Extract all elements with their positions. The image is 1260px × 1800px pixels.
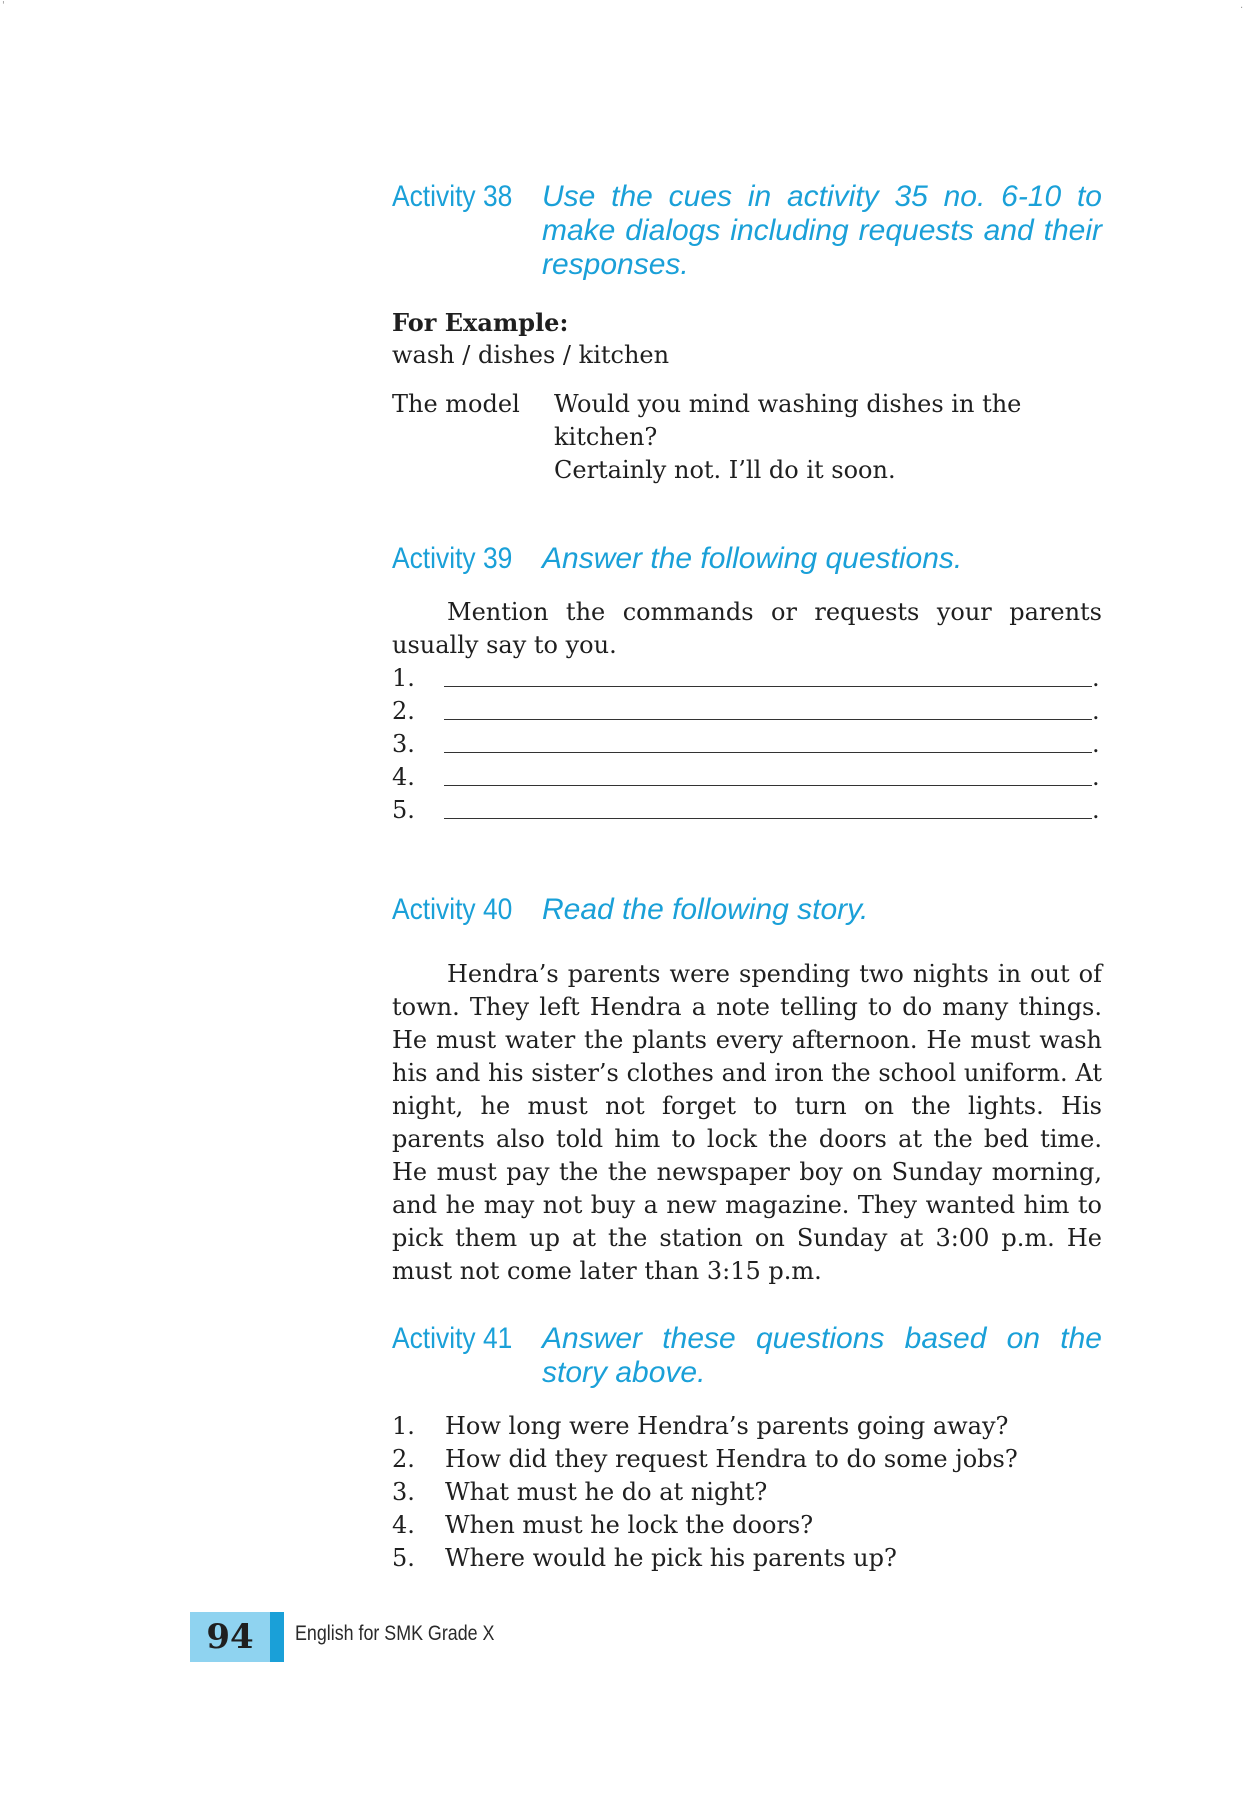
blank-number: 4. (392, 763, 415, 791)
blank-number: 2. (392, 697, 415, 725)
activity-39 (392, 542, 1102, 827)
example-heading: For Example: (392, 308, 569, 337)
activity-41-instruction: Answer these questions based on the story above. (542, 1322, 1102, 1389)
crop-mark-right: . (1240, 0, 1244, 11)
activity-40-instruction: Read the following story. (542, 893, 869, 926)
model-label: The model (392, 390, 520, 418)
question-text: What must he do at night? (445, 1478, 768, 1506)
story-paragraph: Hendra’s parents were spending two nights in out of town. They left Hendra a note telling to do many things. He must water the plants every afternoon. He must wash his and his sister’s clothes and iron the school uniform. At night, he must not forget to turn on the lights. His parents also told him to lock the doors at the bed time. He must pay the the newspaper boy on Sunday morning, and he may not buy a new magazine. They wanted him to pick them up at the station on Sunday at 3:00 p.m. He must not come later than 3:15 p.m. (392, 960, 1102, 1285)
blank-period: . (1092, 697, 1100, 725)
activity-41 (392, 1322, 1102, 1575)
question-item (392, 1443, 1102, 1476)
question-number: 1. (392, 1412, 415, 1440)
footer-accent-bar (270, 1612, 284, 1662)
activity-41-number: Activity 41 (392, 1322, 513, 1355)
example-cue: wash / dishes / kitchen (392, 341, 670, 369)
question-text: When must he lock the doors? (445, 1511, 814, 1539)
activity-39-prompt: Mention the commands or requests your parents usually say to you. (392, 598, 1102, 659)
answer-blank[interactable] (392, 662, 1102, 695)
book-title: English for SMK Grade X (295, 1622, 495, 1645)
example-block (392, 306, 1102, 487)
blank-number: 5. (392, 796, 415, 824)
question-item (392, 1476, 1102, 1509)
activity-38-number: Activity 38 (392, 180, 513, 213)
crop-mark-left: ' (2, 0, 5, 11)
blank-line (444, 784, 1092, 786)
activity-38-header (392, 180, 1102, 282)
blank-period: . (1092, 796, 1100, 824)
model-line-2: Certainly not. I’ll do it soon. (554, 456, 896, 484)
activity-39-header (392, 542, 1102, 576)
activity-40-header (392, 893, 1102, 927)
blank-period: . (1092, 730, 1100, 758)
question-item (392, 1509, 1102, 1542)
blank-period: . (1092, 763, 1100, 791)
question-number: 2. (392, 1445, 415, 1473)
activity-38-instruction: Use the cues in activity 35 no. 6-10 to make dialogs including requests and their responses. (542, 180, 1102, 281)
answer-blank[interactable] (392, 794, 1102, 827)
blank-period: . (1092, 664, 1100, 692)
question-item (392, 1542, 1102, 1575)
blank-line (444, 718, 1092, 720)
question-text: How did they request Hendra to do some jobs? (445, 1445, 1018, 1473)
answer-blank[interactable] (392, 728, 1102, 761)
question-text: How long were Hendra’s parents going away? (445, 1412, 1009, 1440)
answer-blank[interactable] (392, 761, 1102, 794)
answer-blanks (392, 662, 1102, 827)
model-lines (554, 388, 1102, 487)
activity-39-instruction: Answer the following questions. (542, 542, 963, 575)
page-number: 94 (190, 1612, 270, 1662)
answer-blank[interactable] (392, 695, 1102, 728)
question-text: Where would he pick his parents up? (445, 1544, 897, 1572)
activity-38 (392, 180, 1102, 487)
activity-39-number: Activity 39 (392, 542, 513, 575)
model-dialog (392, 388, 1102, 487)
blank-line (444, 685, 1092, 687)
question-number: 5. (392, 1544, 415, 1572)
question-number: 3. (392, 1478, 415, 1506)
blank-line (444, 817, 1092, 819)
activity-40-number: Activity 40 (392, 893, 513, 926)
activity-39-body (392, 596, 1102, 827)
activity-41-header (392, 1322, 1102, 1390)
question-item (392, 1410, 1102, 1443)
question-list (392, 1410, 1102, 1575)
blank-line (444, 751, 1092, 753)
activity-40 (392, 893, 1102, 1288)
blank-number: 1. (392, 664, 415, 692)
page-content (392, 180, 1102, 1575)
blank-number: 3. (392, 730, 415, 758)
question-number: 4. (392, 1511, 415, 1539)
model-line-1: Would you mind washing dishes in the kitchen? (554, 390, 1022, 451)
